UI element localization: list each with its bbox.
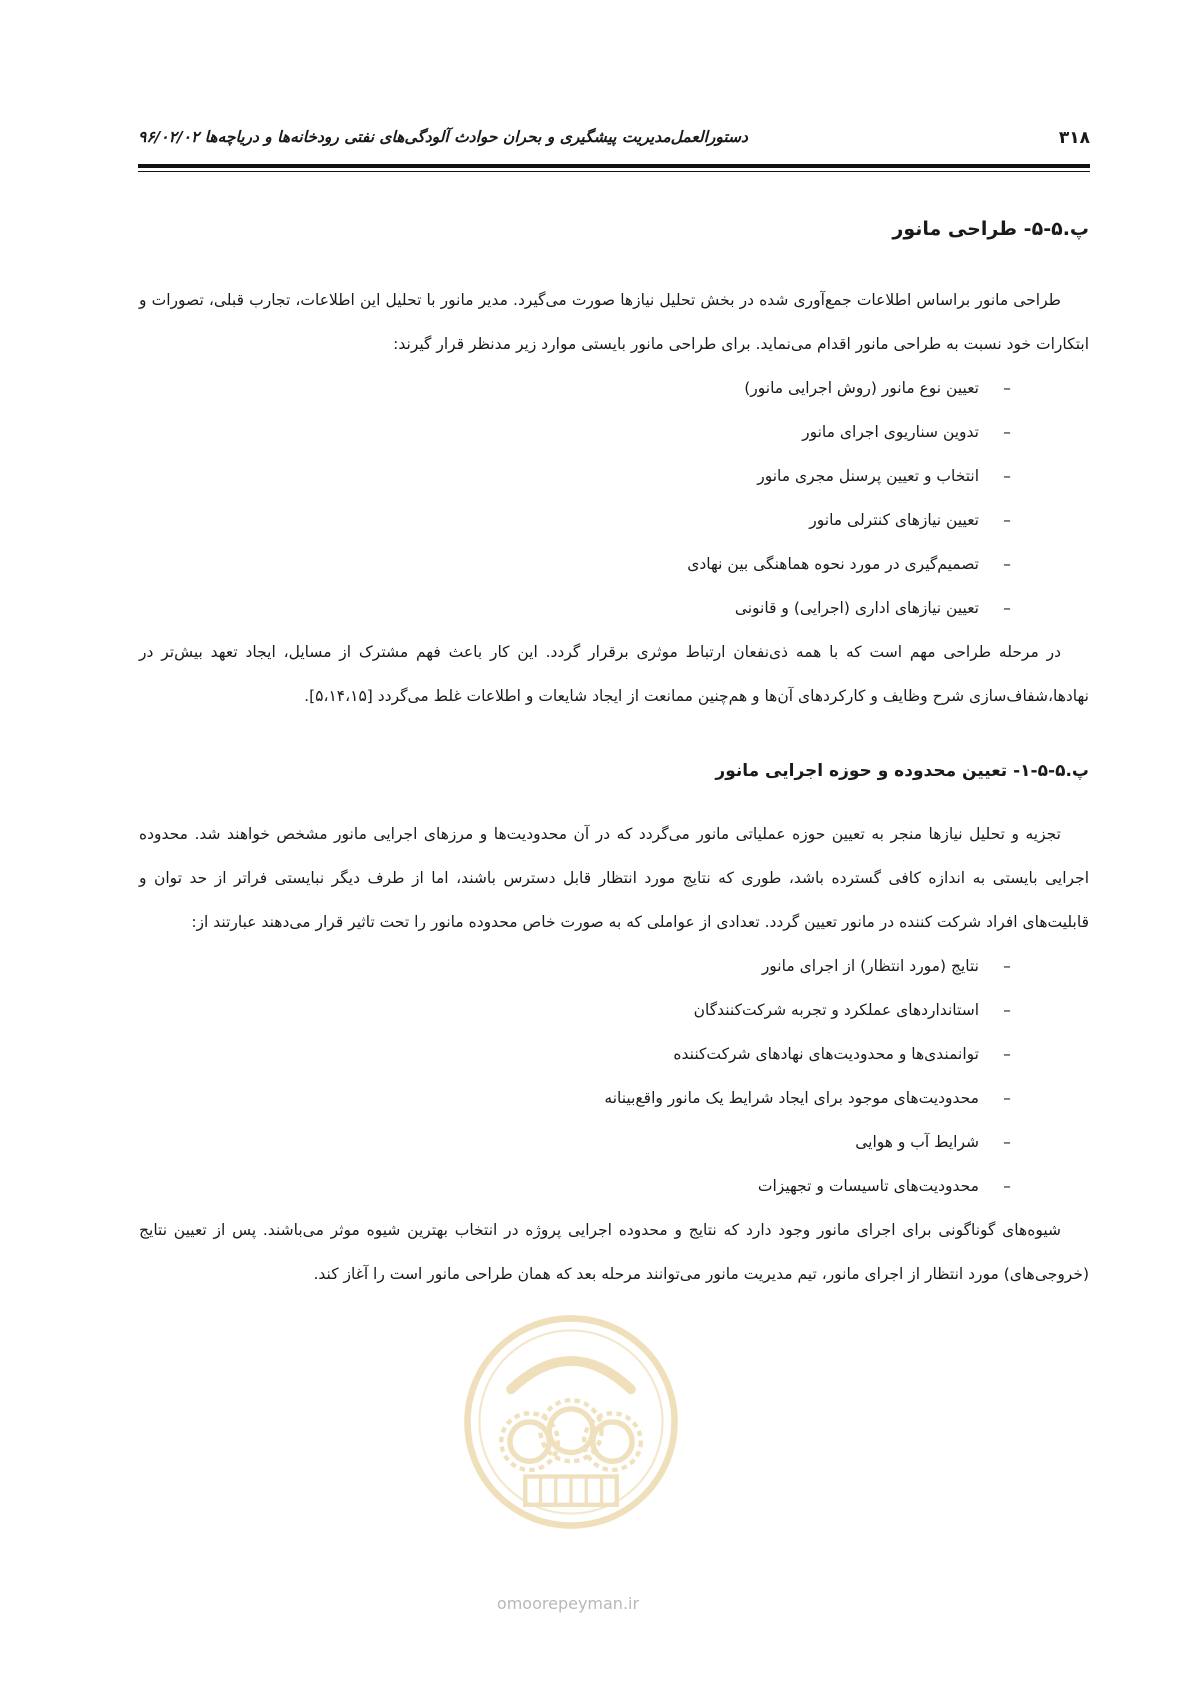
list-item-text: تدوین سناریوی اجرای مانور xyxy=(802,423,979,441)
list-item xyxy=(139,498,1021,542)
list-item-text: انتخاب و تعیین پرسنل مجری مانور xyxy=(757,467,979,485)
paragraph-scope-closing: شیوه‌های گوناگونی برای اجرای مانور وجود دارد که نتایج و محدوده اجرایی پروژه در انتخاب بهترین شیوه موثر می‌باشند. پس از تعیین نتایج (خروجی‌های) مورد انتظار از اجرای مانور، تیم مدیریت مانور می‌توانند مرحله بعد که همان طراحی مانور است را آغاز کند. xyxy=(139,1221,1089,1283)
dash-bullet-icon: – xyxy=(1003,511,1011,529)
engineering-seal-icon xyxy=(462,1313,680,1531)
list-item-text: توانمندی‌ها و محدودیت‌های نهادهای شرکت‌کننده xyxy=(673,1045,979,1063)
dash-bullet-icon: – xyxy=(1003,555,1011,573)
section-heading-exercise-design: پ.۵-۵- طراحی مانور xyxy=(892,218,1089,240)
running-header xyxy=(138,128,1090,154)
dash-bullet-icon: – xyxy=(1003,1045,1011,1063)
list-item xyxy=(139,410,1021,454)
list-item xyxy=(139,988,1021,1032)
list-item xyxy=(139,1076,1021,1120)
dash-bullet-icon: – xyxy=(1003,957,1011,975)
dash-bullet-icon: – xyxy=(1003,599,1011,617)
document-body xyxy=(139,214,1089,1296)
dash-bullet-icon: – xyxy=(1003,1089,1011,1107)
scope-factors-list xyxy=(139,944,1089,1208)
header-rule-thin xyxy=(138,171,1090,172)
list-item xyxy=(139,1120,1021,1164)
list-item xyxy=(139,366,1021,410)
page-number: ۳۱۸ xyxy=(1058,128,1090,148)
running-header-title: دستورالعمل‌مدیریت پیشگیری و بحران حوادث آلودگی‌های نفتی رودخانه‌ها و دریاچه‌ها ۹۶/۰۲/۰۲ xyxy=(138,128,748,146)
list-item-text: نتایج (مورد انتظار) از اجرای مانور xyxy=(761,957,979,975)
list-item xyxy=(139,454,1021,498)
list-item xyxy=(139,542,1021,586)
list-item xyxy=(139,1164,1021,1208)
list-item-text: تعیین نوع مانور (روش اجرایی مانور) xyxy=(744,379,979,397)
list-item-text: محدودیت‌های تاسیسات و تجهیزات xyxy=(757,1177,979,1195)
header-rule-thick xyxy=(138,164,1090,168)
list-item xyxy=(139,586,1021,630)
paragraph-design-intro: طراحی مانور براساس اطلاعات جمع‌آوری شده در بخش تحلیل نیازها صورت می‌گیرد. مدیر مانور با تحلیل این اطلاعات، تجارب قبلی، تصورات و ابتکارات خود نسبت به طراحی مانور اقدام می‌نماید. برای طراحی مانور بایستی موارد زیر مدنظر قرار گیرند: xyxy=(139,291,1089,353)
list-item-text: تعیین نیازهای کنترلی مانور xyxy=(809,511,979,529)
dash-bullet-icon: – xyxy=(1003,1001,1011,1019)
dash-bullet-icon: – xyxy=(1003,1133,1011,1151)
design-items-list xyxy=(139,366,1089,630)
list-item xyxy=(139,944,1021,988)
paragraph-design-closing: در مرحله طراحی مهم است که با همه ذی‌نفعان ارتباط موثری برقرار گردد. این کار باعث فهم مشترک از مسایل، ایجاد تعهد بیش‌تر در نهادها،شفاف‌سازی شرح وظایف و کارکردهای آن‌ها و هم‌چنین ممانعت از ایجاد شایعات و اطلاعات غلط می‌گردد [۵،۱۴،۱۵]. xyxy=(139,643,1089,705)
dash-bullet-icon: – xyxy=(1003,467,1011,485)
list-item-text: تعیین نیازهای اداری (اجرایی) و قانونی xyxy=(734,599,979,617)
watermark-url: omoorepeyman.ir xyxy=(496,1594,640,1613)
dash-bullet-icon: – xyxy=(1003,423,1011,441)
dash-bullet-icon: – xyxy=(1003,379,1011,397)
paragraph-scope-intro: تجزیه و تحلیل نیازها منجر به تعیین حوزه عملیاتی مانور می‌گردد که در آن محدودیت‌ها و مرزهای اجرایی مانور مشخص خواهند شد. محدوده اجرایی بایستی به اندازه کافی گسترده باشد، طوری که نتایج مورد انتظار قابل دسترس باشند، اما از طرف دیگر نبایستی فراتر از حد توان و قابلیت‌های افراد شرکت کننده در مانور تعیین گردد. تعدادی از عواملی که به صورت خاص محدوده مانور را تحت تاثیر قرار می‌دهند عبارتند از: xyxy=(139,825,1089,931)
list-item-text: تصمیم‌گیری در مورد نحوه هماهنگی بین نهادی xyxy=(687,555,979,573)
dash-bullet-icon: – xyxy=(1003,1177,1011,1195)
list-item-text: محدودیت‌های موجود برای ایجاد شرایط یک مانور واقع‌بینانه xyxy=(604,1089,979,1107)
list-item-text: استانداردهای عملکرد و تجربه شرکت‌کنندگان xyxy=(693,1001,979,1019)
section-heading-exercise-scope: پ.۵-۵-۱- تعیین محدوده و حوزه اجرایی مانور xyxy=(715,761,1089,781)
list-item-text: شرایط آب و هوایی xyxy=(855,1133,979,1151)
list-item xyxy=(139,1032,1021,1076)
